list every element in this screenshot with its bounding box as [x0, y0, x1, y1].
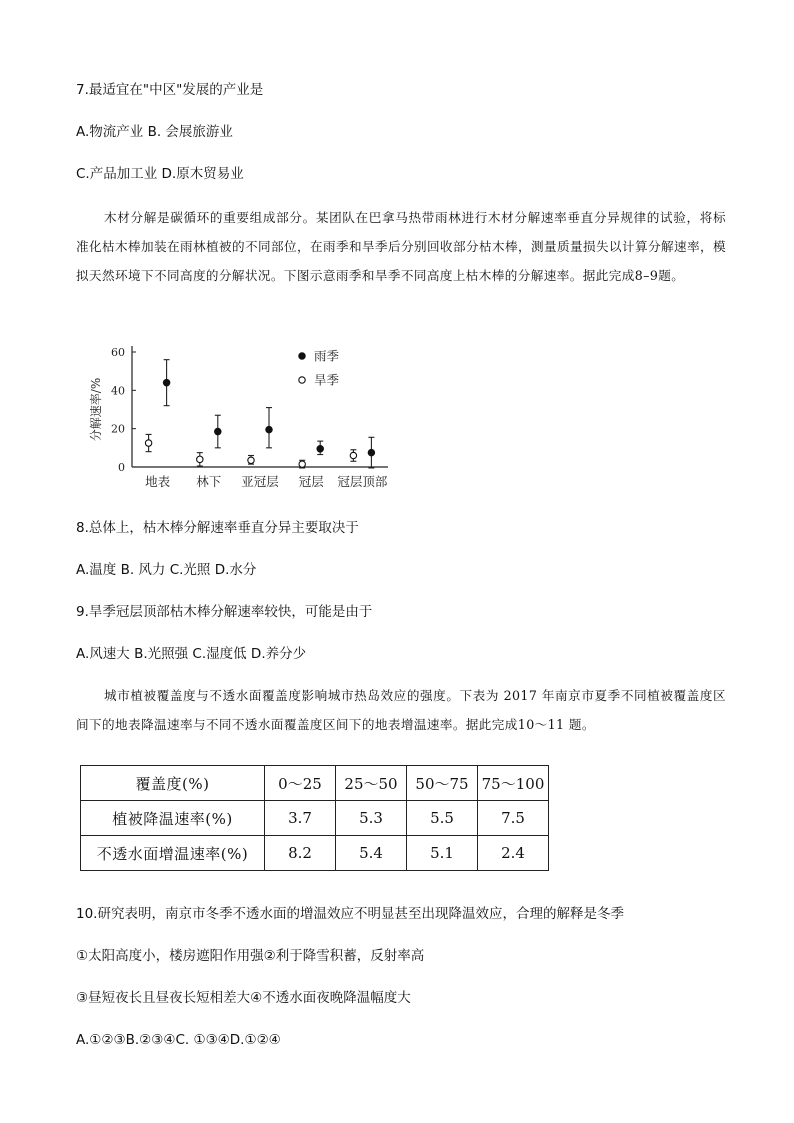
question-10-options: A.①②③B.②③④C. ①③④D.①②④	[76, 1032, 281, 1048]
coverage-rate-table	[80, 765, 549, 871]
question-9-options: A.风速大 B.光照强 C.湿度低 D.养分少	[76, 646, 307, 662]
x-tick-label: 亚冠层	[241, 474, 279, 489]
rainy-season-point	[317, 446, 323, 452]
chart-marks	[145, 360, 374, 468]
table-header-cell: 25～50	[336, 766, 407, 801]
dry-season-point	[145, 440, 151, 446]
question-7-options-ab: A.物流产业 B. 会展旅游业	[76, 124, 233, 140]
table-header-cell: 50～75	[407, 766, 478, 801]
table-cell: 5.1	[407, 836, 478, 871]
question-7-options-cd: C.产品加工业 D.原木贸易业	[76, 166, 244, 182]
intro-paragraph-8-9: 木材分解是碳循环的重要组成部分。某团队在巴拿马热带雨林进行木材分解速率垂直分异规律的试验，将标准化枯木棒加装在雨林植被的不同部位，在雨季和旱季后分别回收部分枯木棒，测量质量损失以计算分解速率，模拟天然环境下不同高度的分解状况。下图示意雨季和旱季不同高度上枯木棒的分解速率。据此完成8–9题。	[76, 210, 726, 283]
table-cell: 5.5	[407, 801, 478, 836]
question-9-stem: 9.旱季冠层顶部枯木棒分解速率较快，可能是由于	[76, 604, 373, 620]
table-header-cell: 75～100	[478, 766, 549, 801]
legend-marker	[299, 353, 305, 359]
table-cell: 7.5	[478, 801, 549, 836]
table-cell: 5.4	[336, 836, 407, 871]
intro-paragraph-10-11: 城市植被覆盖度与不透水面覆盖度影响城市热岛效应的强度。下表为 2017 年南京市夏季不同植被覆盖度区间下的地表降温速率与不同不透水面覆盖度区间下的地表增温速率。据此完成10～11 题。	[76, 688, 726, 732]
dry-season-point	[248, 457, 254, 463]
legend-label: 旱季	[314, 372, 340, 388]
table-cell: 2.4	[478, 836, 549, 871]
decomposition-rate-chart	[80, 334, 400, 500]
y-axis-label: 分解速率/%	[89, 377, 103, 442]
table-header-row	[81, 766, 549, 801]
table-row	[81, 801, 549, 836]
question-8-options: A.温度 B. 风力 C.光照 D.水分	[76, 562, 257, 578]
question-10-item-1: ①太阳高度小，楼房遮阳作用强②利于降雪积蓄，反射率高	[76, 948, 425, 964]
table-row-label: 不透水面增温速率(%)	[81, 836, 265, 871]
rainy-season-point	[163, 379, 169, 385]
y-tick-label: 40	[111, 384, 125, 398]
x-tick-label: 地表	[145, 474, 171, 489]
question-8-stem: 8.总体上，枯木棒分解速率垂直分异主要取决于	[76, 520, 359, 536]
legend-marker	[299, 377, 305, 383]
y-tick-label: 20	[111, 422, 125, 436]
legend-label: 雨季	[314, 348, 340, 364]
rainy-season-point	[215, 428, 221, 434]
table-cell: 3.7	[265, 801, 336, 836]
question-7-stem: 7.最适宜在"中区"发展的产业是	[76, 82, 264, 98]
table-header-cell: 覆盖度(%)	[81, 766, 265, 801]
x-tick-label: 冠层顶部	[337, 474, 388, 489]
x-tick-label: 冠层	[298, 474, 324, 489]
table-row-label: 植被降温速率(%)	[81, 801, 265, 836]
rainy-season-point	[266, 426, 272, 432]
x-tick-label: 林下	[196, 474, 222, 489]
question-10-stem: 10.研究表明，南京市冬季不透水面的增温效应不明显甚至出现降温效应，合理的解释是冬季	[76, 906, 624, 922]
table-header-cell: 0～25	[265, 766, 336, 801]
dry-season-point	[299, 461, 305, 467]
dry-season-point	[197, 456, 203, 462]
chart-legend	[299, 349, 340, 388]
chart-axes	[88, 346, 388, 489]
table-row	[81, 836, 549, 871]
question-10-item-2: ③昼短夜长且昼夜长短相差大④不透水面夜晚降温幅度大	[76, 990, 411, 1006]
rainy-season-point	[368, 449, 374, 455]
table-cell: 8.2	[265, 836, 336, 871]
y-tick-label: 60	[111, 346, 125, 359]
table-cell: 5.3	[336, 801, 407, 836]
y-tick-label: 0	[118, 461, 125, 474]
dry-season-point	[350, 452, 356, 458]
